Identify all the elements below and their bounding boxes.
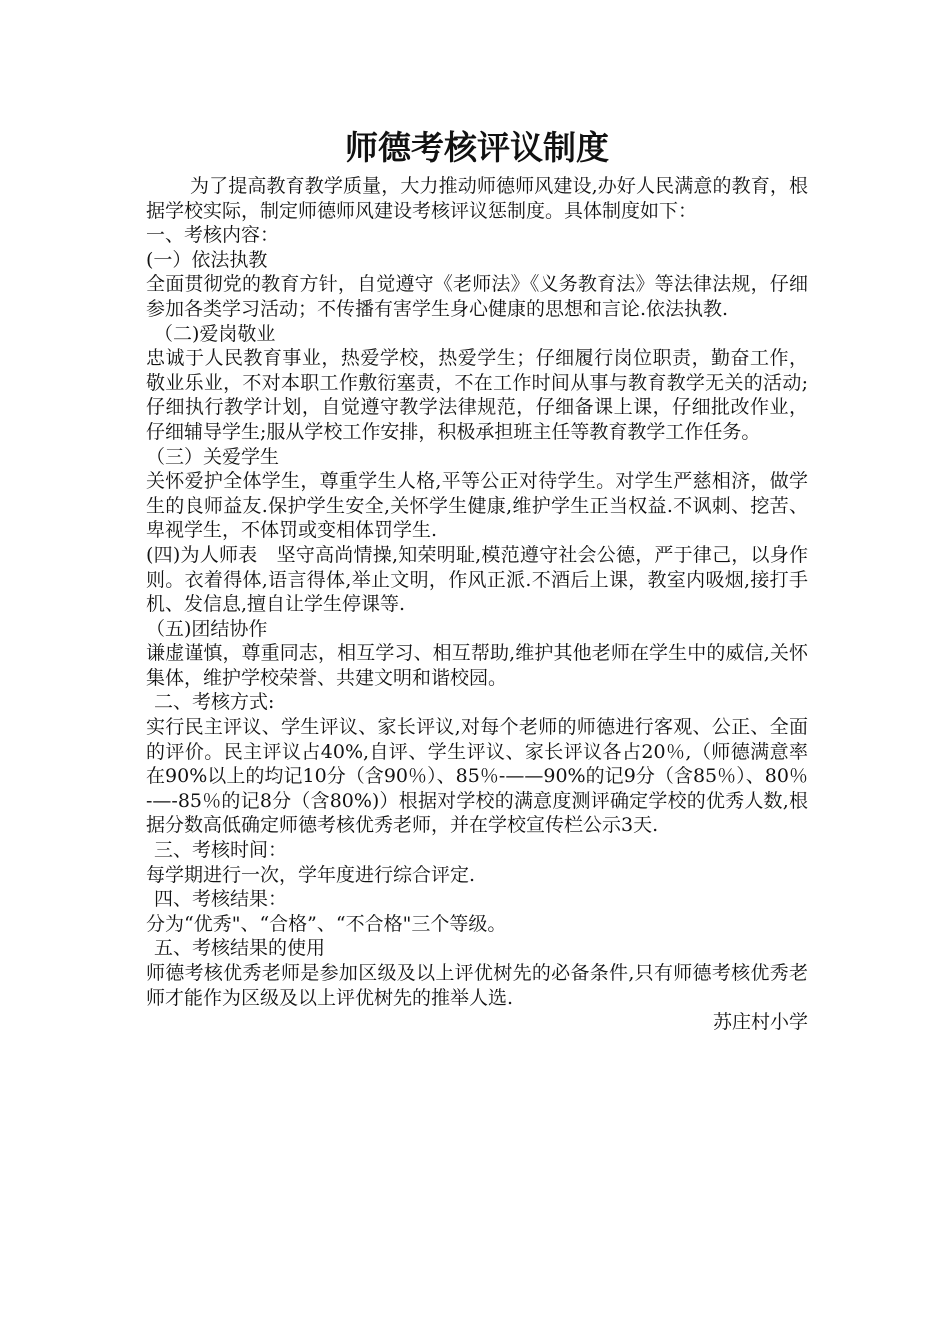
- section-4-body: 分为“优秀"、“合格”、“不合格"三个等级。: [146, 912, 507, 935]
- section-3-body: 每学期进行一次，学年度进行综合评定.: [146, 863, 476, 886]
- document-page: [146, 124, 808, 1035]
- item-4-paragraph: (四)为人师表 坚守高尚情操,知荣明耻,模范遵守社会公德，严于律己，以身作则。衣着得体,语言得体,举止文明，作风正派.不酒后上课，教室内吸烟,接打手机、发信息,擅自让学生停课等.: [146, 543, 808, 616]
- section-5-body: 师德考核优秀老师是参加区级及以上评优树先的必备条件,只有师德考核优秀老师才能作为区级及以上评优树先的推举人选.: [146, 962, 808, 1009]
- item-1-heading: (一）依法执教: [146, 248, 268, 271]
- item-5-body: 谦虚谨慎，尊重同志，相互学习、相互帮助,维护其他老师在学生中的威信,关怀集体，维护学校荣誉、共建文明和谐校园。: [146, 642, 808, 689]
- section-5-heading: 五、考核结果的使用: [154, 937, 326, 960]
- section-2-body: 实行民主评议、学生评议、家长评议,对每个老师的师德进行客观、公正、全面的评价。民主评议占40%,自评、学生评议、家长评议各占20％,（师德满意率在90%以上的均记10分（含90％）、85％-——90%的记9分（含85％）、80％-—-85％的记8分（含80%)）根据对学校的满意度测评确定学校的优秀人数,根据分数高低确定师德考核优秀老师，并在学校宣传栏公示3天.: [146, 716, 808, 837]
- item-3-body: 关怀爱护全体学生，尊重学生人格,平等公正对待学生。对学生严慈相济，做学生的良师益友.保护学生安全,关怀学生健康,维护学生正当权益.不讽刺、挖苦、卑视学生，不体罚或变相体罚学生.: [146, 470, 808, 542]
- item-5-heading: （五)团结协作: [146, 617, 268, 640]
- intro-paragraph: 为了提高教育教学质量，大力推动师德师风建设,办好人民满意的教育，根据学校实际，制定师德师风建设考核评议惩制度。具体制度如下：: [146, 175, 808, 222]
- section-2-heading: 二、考核方式:: [154, 691, 275, 714]
- document-title: 师德考核评议制度: [345, 128, 609, 167]
- item-2-body: 忠诚于人民教育事业，热爱学校，热爱学生；仔细履行岗位职责，勤奋工作，敬业乐业，不对本职工作敷衍塞责，不在工作时间从事与教育教学无关的活动;仔细执行教学计划，自觉遵守教学法律规范，仔细备课上课，仔细批改作业，仔细辅导学生;服从学校工作安排，积极承担班主任等教育教学工作任务。: [146, 347, 808, 443]
- signature: 苏庄村小学: [712, 1011, 808, 1034]
- section-1-heading: 一、考核内容：: [146, 224, 280, 247]
- section-4-heading: 四、考核结果：: [154, 888, 288, 911]
- item-2-heading: （二)爱岗敬业: [154, 322, 276, 345]
- item-3-heading: （三）关爱学生: [146, 445, 280, 468]
- section-3-heading: 三、考核时间：: [154, 839, 288, 862]
- item-1-body: 全面贯彻党的教育方针，自觉遵守《老师法》《义务教育法》等法律法规，仔细参加各类学习活动；不传播有害学生身心健康的思想和言论.依法执教.: [146, 273, 808, 320]
